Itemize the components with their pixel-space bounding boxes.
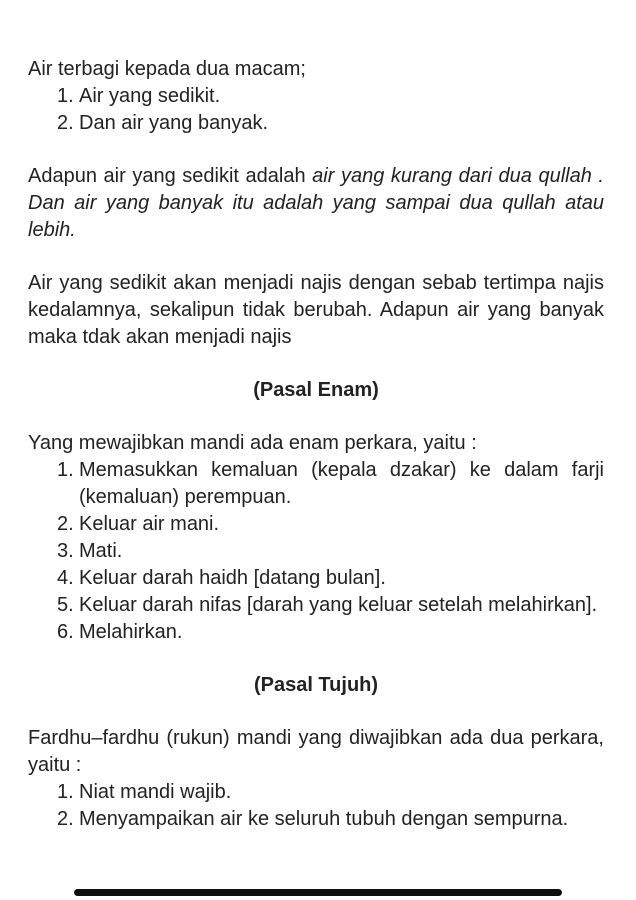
list-item-number: 5. [57, 594, 74, 616]
list-item-text: Keluar darah nifas [darah yang keluar setelah melahirkan]. [79, 594, 598, 616]
list-item-text: Melahirkan. [79, 621, 183, 643]
list-item-text: Keluar air mani. [79, 513, 220, 535]
list-item-number: 1. [57, 781, 74, 803]
fardhu-mandi-list [28, 779, 604, 833]
section-intro-line: Fardhu–fardhu (rukun) mandi yang diwajibkan ada dua perkara, [28, 727, 604, 749]
section-intro-line: yaitu : [28, 754, 82, 776]
list-item-text [79, 457, 604, 511]
list-item-number: 6. [57, 621, 74, 643]
list-item [57, 538, 604, 565]
section-intro: Yang mewajibkan mandi ada enam perkara, yaitu : [28, 432, 477, 454]
list-item-number: 1. [57, 459, 74, 481]
mandi-wajib-list [28, 457, 604, 646]
paragraph-line: Air yang sedikit akan menjadi najis dengan sebab tertimpa najis [28, 272, 604, 294]
qullah-paragraph [28, 163, 604, 244]
list-item-number: 2. [57, 808, 74, 830]
list-item [57, 619, 604, 646]
list-item [57, 83, 604, 110]
list-item-line: Memasukkan kemaluan (kepala dzakar) ke dalam farji [79, 459, 604, 481]
list-item-text: Keluar darah haidh [datang bulan]. [79, 567, 386, 589]
list-item [57, 779, 604, 806]
list-item-number: 2. [57, 513, 74, 535]
paragraph-line [28, 163, 604, 190]
list-item-text: Air yang sedikit. [79, 85, 221, 107]
intro-line: Air terbagi kepada dua macam; [28, 58, 306, 80]
list-item-text: Niat mandi wajib. [79, 781, 232, 803]
water-types-list [28, 83, 604, 137]
paragraph-line: kedalamnya, sekalipun tidak berubah. Adapun air yang banyak [28, 299, 604, 321]
gesture-navigation-bar[interactable] [74, 889, 562, 896]
intro-paragraph [28, 56, 604, 137]
section-heading-pasal-enam: (Pasal Enam) [253, 379, 379, 401]
section-heading-pasal-tujuh: (Pasal Tujuh) [253, 674, 379, 696]
list-item-text: Menyampaikan air ke seluruh tubuh dengan sempurna. [79, 808, 569, 830]
list-item-number: 4. [57, 567, 74, 589]
list-item-number: 1. [57, 85, 74, 107]
paragraph-line: lebih. [28, 219, 76, 241]
list-item [57, 806, 604, 833]
pasal-enam-section [28, 430, 604, 646]
list-item [57, 565, 604, 592]
najis-paragraph [28, 270, 604, 351]
list-item-number: 2. [57, 112, 74, 134]
paragraph-line: Dan air yang banyak itu adalah yang sampai dua qullah atau [28, 192, 604, 214]
list-item-line: (kemaluan) perempuan. [79, 486, 292, 508]
paragraph-text: Adapun air yang sedikit adalah [28, 165, 313, 187]
list-item [57, 511, 604, 538]
list-item [57, 457, 604, 511]
paragraph-text-italic: air yang kurang dari dua qullah . [312, 165, 604, 187]
paragraph-line: maka tdak akan menjadi najis [28, 326, 292, 348]
pasal-tujuh-section [28, 725, 604, 833]
list-item-text: Mati. [79, 540, 123, 562]
list-item [57, 592, 604, 619]
list-item-number: 3. [57, 540, 74, 562]
list-item [57, 110, 604, 137]
list-item-text: Dan air yang banyak. [79, 112, 269, 134]
